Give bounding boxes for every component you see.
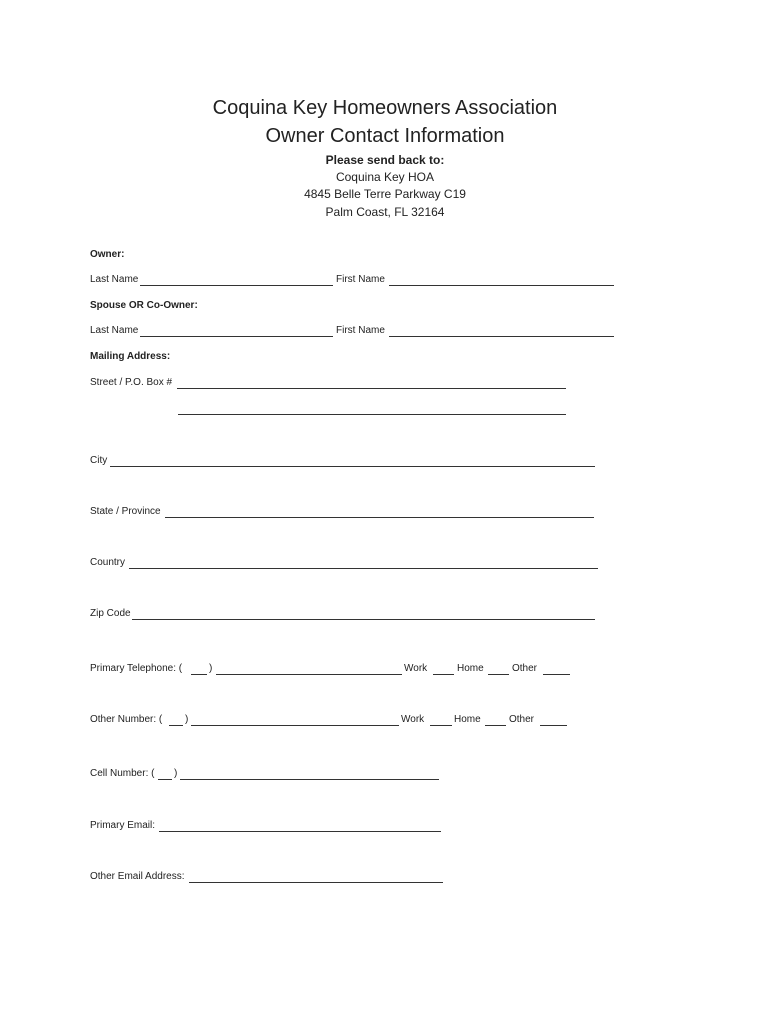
primary-work-label: Work (404, 663, 428, 674)
street-field-line-2[interactable] (178, 414, 566, 415)
cell-number-paren: ) (174, 768, 178, 779)
owner-first-name-label: First Name (336, 274, 385, 285)
state-field[interactable] (165, 517, 594, 518)
primary-other-label: Other (512, 663, 538, 674)
primary-email-field[interactable] (159, 831, 441, 832)
city-field[interactable] (110, 466, 595, 467)
cell-number-label: Cell Number: ( (90, 768, 155, 779)
primary-phone-area-field[interactable] (191, 674, 207, 675)
other-number-label: Other Number: ( (90, 714, 163, 725)
other-other-label: Other (509, 714, 535, 725)
owner-last-name-field[interactable] (140, 285, 333, 286)
primary-work-checkbox[interactable] (433, 674, 454, 675)
other-work-label: Work (401, 714, 425, 725)
spouse-last-name-field[interactable] (140, 336, 333, 337)
spouse-last-name-label: Last Name (90, 325, 139, 336)
return-address-line-2: 4845 Belle Terre Parkway C19 (304, 187, 466, 201)
form-title: Coquina Key Homeowners Association (212, 97, 558, 119)
other-number-area-field[interactable] (169, 725, 183, 726)
other-home-label: Home (454, 714, 481, 725)
street-label: Street / P.O. Box # (90, 377, 173, 388)
country-label: Country (90, 557, 126, 568)
city-label: City (90, 455, 108, 466)
other-email-field[interactable] (189, 882, 443, 883)
primary-email-label: Primary Email: (90, 820, 156, 831)
owner-first-name-field[interactable] (389, 285, 614, 286)
zip-field[interactable] (132, 619, 595, 620)
primary-home-checkbox[interactable] (488, 674, 509, 675)
country-field[interactable] (129, 568, 598, 569)
primary-phone-label: Primary Telephone: ( (90, 663, 183, 674)
owner-last-name-label: Last Name (90, 274, 139, 285)
cell-number-field[interactable] (180, 779, 439, 780)
other-other-checkbox[interactable] (540, 725, 567, 726)
primary-phone-field[interactable] (216, 674, 402, 675)
form-subtitle: Owner Contact Information (265, 125, 505, 147)
spouse-first-name-label: First Name (336, 325, 385, 336)
return-address-line-3: Palm Coast, FL 32164 (325, 205, 445, 219)
primary-phone-paren: ) (209, 663, 213, 674)
other-home-checkbox[interactable] (485, 725, 506, 726)
street-field[interactable] (177, 388, 566, 389)
spouse-heading: Spouse OR Co-Owner: (90, 300, 198, 311)
owner-heading: Owner: (90, 249, 125, 260)
other-number-paren: ) (185, 714, 189, 725)
other-number-field[interactable] (191, 725, 399, 726)
primary-home-label: Home (457, 663, 484, 674)
return-address-line-1: Coquina Key HOA (335, 170, 435, 184)
other-work-checkbox[interactable] (430, 725, 452, 726)
spouse-first-name-field[interactable] (389, 336, 614, 337)
zip-label: Zip Code (90, 608, 131, 619)
primary-other-checkbox[interactable] (543, 674, 570, 675)
cell-area-field[interactable] (158, 779, 172, 780)
state-label: State / Province (90, 506, 161, 517)
other-email-label: Other Email Address: (90, 871, 185, 882)
send-back-label: Please send back to: (325, 153, 445, 167)
mailing-heading: Mailing Address: (90, 351, 171, 362)
